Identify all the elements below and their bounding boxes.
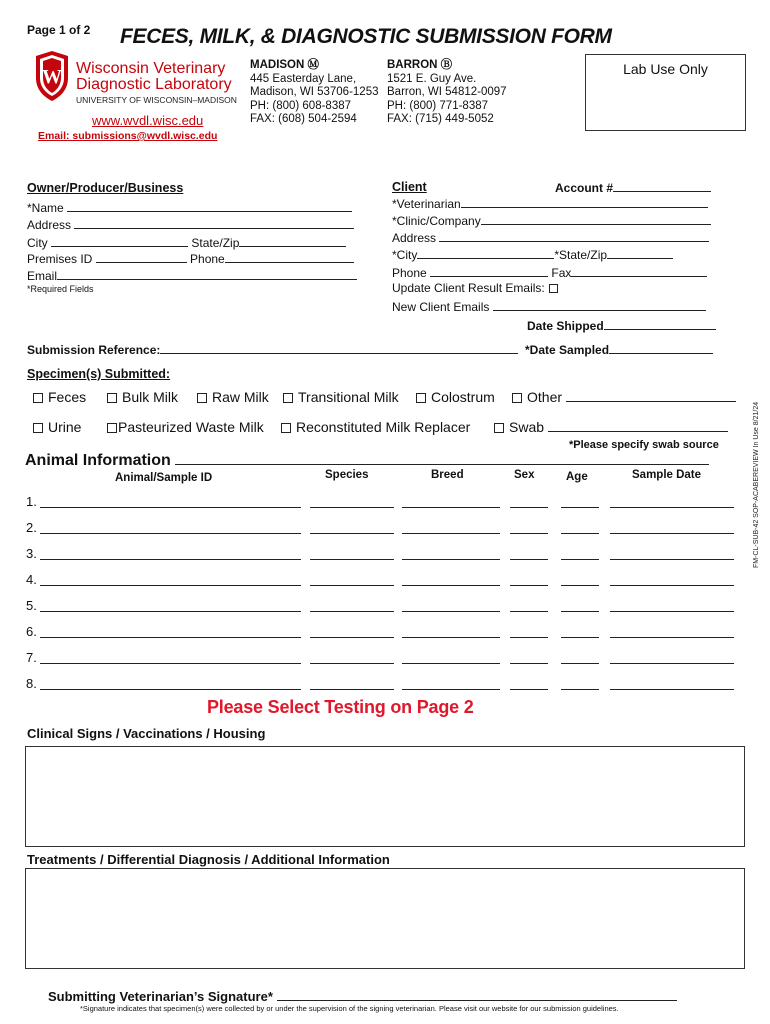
specimen-raw-milk[interactable]	[197, 389, 269, 405]
animal-row-blank[interactable]	[610, 611, 734, 612]
new-emails-label: New Client Emails	[392, 300, 490, 314]
owner-city-field[interactable]	[27, 235, 346, 250]
animal-row-blank[interactable]	[40, 637, 301, 638]
svg-text:W: W	[42, 66, 62, 88]
animal-row-blank[interactable]	[40, 663, 301, 664]
client-fax-label: Fax	[551, 266, 572, 280]
account-field[interactable]	[555, 180, 711, 195]
client-heading: Client	[392, 180, 427, 194]
animal-row-blank[interactable]	[510, 637, 548, 638]
owner-email-label: Email	[27, 269, 58, 283]
animal-row-blank[interactable]	[40, 533, 301, 534]
animal-row-number: 5.	[26, 598, 37, 613]
bulk-milk-label: Bulk Milk	[122, 389, 179, 405]
client-address-field[interactable]	[392, 230, 709, 245]
colostrum-label: Colostrum	[431, 389, 495, 405]
clinical-signs-label: Clinical Signs / Vaccinations / Housing	[27, 726, 266, 741]
animal-row-blank[interactable]	[561, 689, 599, 690]
reconstituted-checkbox[interactable]	[281, 423, 291, 433]
animal-row-blank[interactable]	[510, 533, 548, 534]
specimens-heading: Specimen(s) Submitted:	[27, 367, 171, 381]
owner-address-label: Address	[27, 218, 72, 232]
specimen-urine[interactable]	[33, 419, 81, 435]
animal-row-number: 8.	[26, 676, 37, 691]
animal-row-blank[interactable]	[402, 637, 500, 638]
animal-row-number: 7.	[26, 650, 37, 665]
animal-row-blank[interactable]	[310, 663, 394, 664]
reconstituted-label: Reconstituted Milk Replacer	[296, 419, 471, 435]
bulk-milk-checkbox[interactable]	[107, 393, 117, 403]
pasteurized-checkbox[interactable]	[107, 423, 117, 433]
submission-reference-field[interactable]	[27, 342, 518, 357]
col-sample-date: Sample Date	[632, 469, 702, 481]
barron-street: 1521 E. Guy Ave.	[387, 72, 477, 85]
madison-street: 445 Easterday Lane,	[250, 72, 357, 85]
other-label: Other	[527, 389, 563, 405]
clinic-label: *Clinic/Company	[392, 214, 481, 228]
feces-checkbox[interactable]	[33, 393, 43, 403]
animal-row-blank[interactable]	[402, 689, 500, 690]
animal-row-blank[interactable]	[561, 533, 599, 534]
animal-row-blank[interactable]	[402, 559, 500, 560]
lab-name-line1: Wisconsin Veterinary	[76, 60, 226, 77]
animal-row-blank[interactable]	[510, 585, 548, 586]
animal-row-blank[interactable]	[402, 663, 500, 664]
owner-name-field[interactable]	[27, 200, 352, 215]
page-title: FECES, MILK, & DIAGNOSTIC SUBMISSION FORM	[120, 25, 612, 48]
animal-row-blank[interactable]	[402, 507, 500, 508]
animal-row-number: 2.	[26, 520, 37, 535]
clinic-field[interactable]	[392, 213, 711, 228]
madison-heading: MADISON Ⓜ	[250, 59, 319, 71]
animal-row-blank[interactable]	[610, 689, 734, 690]
animal-row-blank[interactable]	[610, 507, 734, 508]
specimen-reconstituted-milk-replacer[interactable]	[281, 419, 470, 435]
new-emails-field[interactable]	[392, 299, 706, 314]
madison-city: Madison, WI 53706-1253	[250, 86, 379, 98]
veterinarian-field[interactable]	[392, 196, 708, 211]
animal-row-blank[interactable]	[40, 585, 301, 586]
raw-milk-label: Raw Milk	[212, 389, 269, 405]
animal-info-label: Animal Information	[25, 452, 171, 469]
lab-use-label: Lab Use Only	[623, 61, 708, 77]
barron-fax: FAX: (715) 449-5052	[387, 113, 494, 125]
animal-row-blank[interactable]	[561, 637, 599, 638]
barron-phone: PH: (800) 771-8387	[387, 99, 489, 112]
transitional-milk-label: Transitional Milk	[298, 389, 399, 405]
col-breed: Breed	[431, 469, 464, 481]
animal-row-blank[interactable]	[310, 507, 394, 508]
swab-label: Swab	[509, 419, 545, 435]
specimen-transitional-milk[interactable]	[283, 389, 399, 405]
specimen-bulk-milk[interactable]	[107, 389, 178, 405]
clinical-signs-textarea[interactable]	[25, 746, 745, 847]
client-state-zip-label: *State/Zip	[554, 248, 608, 262]
page-indicator: Page 1 of 2	[27, 23, 91, 37]
animal-row-blank[interactable]	[610, 663, 734, 664]
col-species: Species	[325, 469, 369, 481]
form-id-side-note: FM-CL-SUB-42 SOP-ACABEREVIEW In Use 8/21/24	[753, 401, 760, 568]
animal-row-blank[interactable]	[40, 507, 301, 508]
owner-phone-label: Phone	[190, 252, 225, 266]
uw-crest-logo	[33, 50, 71, 102]
animal-row-blank[interactable]	[510, 689, 548, 690]
animal-row-blank[interactable]	[402, 585, 500, 586]
animal-row-blank[interactable]	[310, 637, 394, 638]
signature-note: *Signature indicates that specimen(s) were collected by or under the supervision of the signing veterinarian. Please visit our website for our submission guidelines.	[80, 1004, 619, 1013]
client-phone-label: Phone	[392, 266, 427, 280]
animal-row-number: 4.	[26, 572, 37, 587]
animal-row-blank[interactable]	[510, 611, 548, 612]
animal-row-blank[interactable]	[310, 533, 394, 534]
specimen-pasteurized-waste-milk[interactable]	[107, 419, 264, 435]
animal-row-blank[interactable]	[610, 637, 734, 638]
urine-label: Urine	[48, 419, 82, 435]
website-link[interactable]: www.wvdl.wisc.edu	[92, 113, 204, 128]
date-shipped-field[interactable]	[527, 318, 716, 333]
animal-row-number: 1.	[26, 494, 37, 509]
col-animal-id: Animal/Sample ID	[115, 472, 213, 484]
client-address-label: Address	[392, 231, 437, 245]
swab-note: *Please specify swab source	[569, 439, 719, 451]
animal-row-blank[interactable]	[610, 585, 734, 586]
client-phone-field[interactable]	[392, 265, 707, 280]
col-age: Age	[566, 471, 588, 483]
update-emails-checkbox[interactable]	[549, 284, 558, 293]
animal-row-blank[interactable]	[610, 533, 734, 534]
lab-use-box	[585, 54, 746, 131]
animal-row-blank[interactable]	[310, 611, 394, 612]
owner-premises-label: Premises ID	[27, 252, 93, 266]
owner-name-label: *Name	[27, 201, 64, 215]
specimen-other[interactable]	[512, 389, 736, 405]
client-city-field[interactable]	[392, 247, 673, 262]
required-note: *Required Fields	[27, 284, 94, 294]
animal-row-blank[interactable]	[561, 559, 599, 560]
col-sex: Sex	[514, 469, 535, 481]
animal-info-heading[interactable]	[25, 450, 709, 470]
animal-row-blank[interactable]	[561, 507, 599, 508]
madison-phone: PH: (800) 608-8387	[250, 99, 352, 112]
raw-milk-checkbox[interactable]	[197, 393, 207, 403]
specimen-swab[interactable]	[494, 419, 728, 435]
select-testing-notice: Please Select Testing on Page 2	[207, 697, 474, 717]
other-checkbox[interactable]	[512, 393, 522, 403]
madison-address	[250, 59, 379, 127]
animal-row-blank[interactable]	[40, 689, 301, 690]
animal-row-number: 6.	[26, 624, 37, 639]
account-label: Account #	[555, 181, 614, 195]
swab-checkbox[interactable]	[494, 423, 504, 433]
owner-premises-field[interactable]	[27, 251, 354, 266]
treatments-textarea[interactable]	[25, 868, 745, 969]
animal-row-blank[interactable]	[561, 611, 599, 612]
lab-name-line2: Diagnostic Laboratory	[76, 76, 232, 93]
date-shipped-label: Date Shipped	[527, 319, 604, 333]
feces-label: Feces	[48, 389, 87, 405]
barron-city: Barron, WI 54812-0097	[387, 86, 507, 98]
animal-row-blank[interactable]	[402, 533, 500, 534]
date-sampled-label: *Date Sampled	[525, 343, 610, 357]
animal-row-blank[interactable]	[561, 585, 599, 586]
owner-heading: Owner/Producer/Business	[27, 181, 184, 195]
client-city-label: *City	[392, 248, 418, 262]
owner-city-label: City	[27, 236, 48, 250]
owner-address-field[interactable]	[27, 217, 354, 232]
animal-row-blank[interactable]	[310, 585, 394, 586]
animal-row-blank[interactable]	[40, 611, 301, 612]
treatments-label: Treatments / Differential Diagnosis / Additional Information	[27, 852, 390, 867]
animal-row-number: 3.	[26, 546, 37, 561]
transitional-milk-checkbox[interactable]	[283, 393, 293, 403]
urine-checkbox[interactable]	[33, 423, 43, 433]
specimen-colostrum[interactable]	[416, 389, 495, 405]
animal-row-blank[interactable]	[402, 611, 500, 612]
pasteurized-label: Pasteurized Waste Milk	[118, 419, 264, 435]
animal-row-blank[interactable]	[510, 559, 548, 560]
owner-email-field[interactable]	[27, 268, 357, 283]
specimen-feces[interactable]	[33, 389, 86, 405]
update-emails-label: Update Client Result Emails:	[392, 281, 545, 295]
madison-fax: FAX: (608) 504-2594	[250, 113, 357, 125]
barron-heading: BARRON Ⓑ	[387, 59, 453, 71]
animal-row-blank[interactable]	[310, 559, 394, 560]
update-emails-field[interactable]	[392, 281, 558, 295]
animal-row-blank[interactable]	[310, 689, 394, 690]
submission-reference-label: Submission Reference:	[27, 343, 161, 357]
veterinarian-label: *Veterinarian	[392, 197, 461, 211]
colostrum-checkbox[interactable]	[416, 393, 426, 403]
university-name: UNIVERSITY OF WISCONSIN–MADISON	[76, 95, 237, 105]
signature-field[interactable]	[48, 987, 677, 1004]
animal-row-blank[interactable]	[40, 559, 301, 560]
signature-label: Submitting Veterinarian’s Signature*	[48, 989, 273, 1004]
animal-row-blank[interactable]	[510, 507, 548, 508]
email-link[interactable]: Email: submissions@wvdl.wisc.edu	[38, 130, 218, 142]
date-sampled-field[interactable]	[525, 342, 713, 357]
animal-row-blank[interactable]	[561, 663, 599, 664]
animal-row-blank[interactable]	[510, 663, 548, 664]
animal-row-blank[interactable]	[610, 559, 734, 560]
owner-state-zip-label: State/Zip	[191, 236, 240, 250]
barron-address	[387, 59, 507, 127]
